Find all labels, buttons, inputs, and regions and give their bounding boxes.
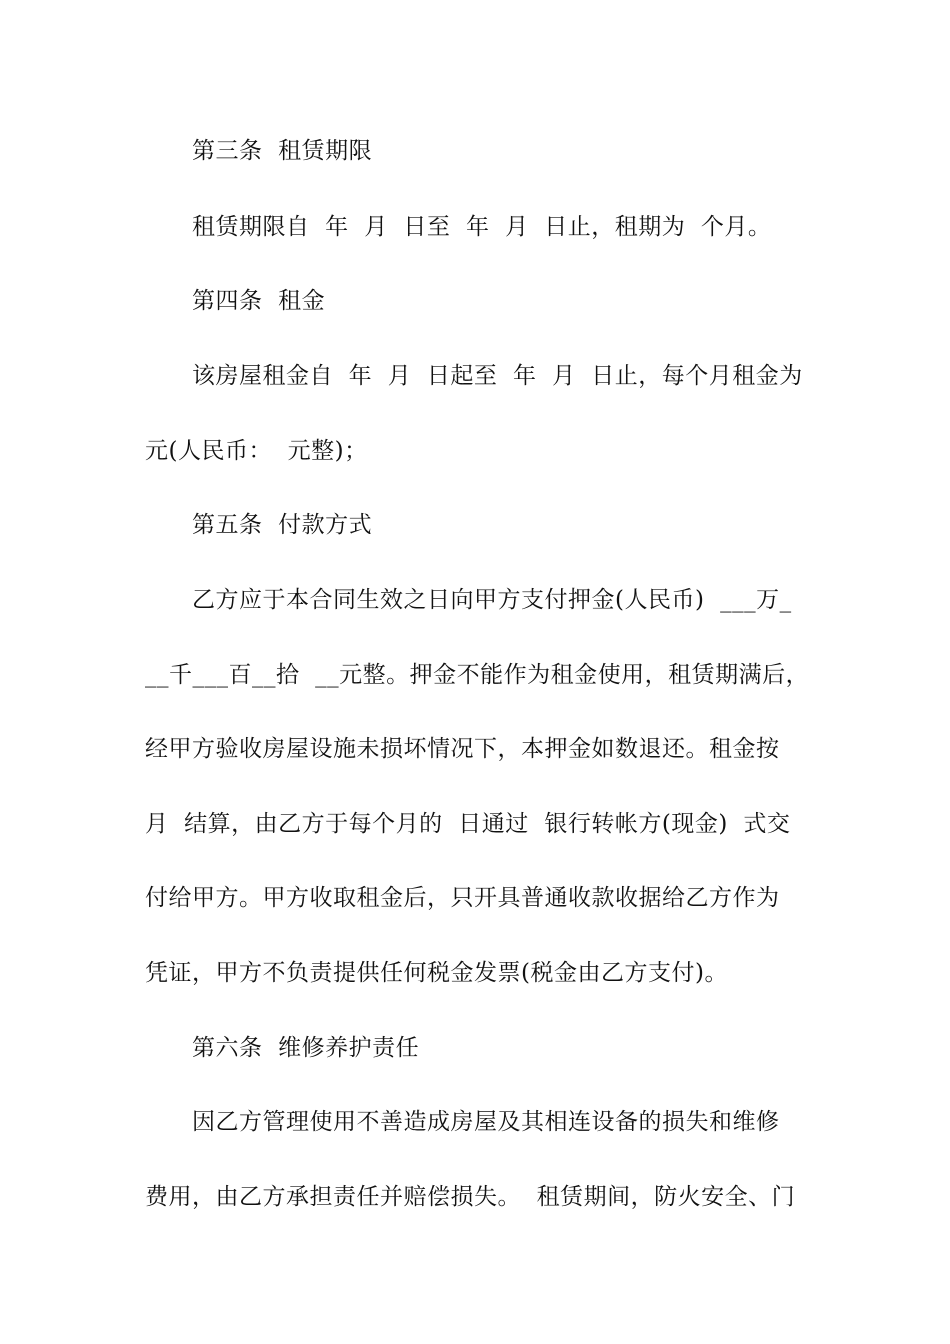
article-5-text-line-4: 月 结算，由乙方于每个月的 日通过 银行转帐方(现金) 式交: [145, 811, 791, 837]
article-5-text-line-1: 乙方应于本合同生效之日向甲方支付押金(人民币) ___万_: [192, 587, 792, 613]
article-4-text-line-2: 元(人民币： 元整)；: [145, 438, 368, 464]
article-5-text-line-2: __千___百__拾 __元整。押金不能作为租金使用，租赁期满后，: [145, 662, 810, 688]
article-5-text-line-5: 付给甲方。甲方收取租金后，只开具普通收款收据给乙方作为: [145, 885, 780, 911]
article-3-heading: 第三条 租赁期限: [192, 138, 373, 164]
article-4-heading: 第四条 租金: [192, 288, 326, 314]
article-6-text-line-1: 因乙方管理使用不善造成房屋及其相连设备的损失和维修: [192, 1109, 780, 1135]
article-4-text-line-1: 该房屋租金自 年 月 日起至 年 月 日止，每个月租金为: [192, 363, 803, 389]
article-5-heading: 第五条 付款方式: [192, 512, 373, 538]
article-5-text-line-3: 经甲方验收房屋设施未损坏情况下，本押金如数退还。租金按: [145, 736, 780, 762]
article-6-heading: 第六条 维修养护责任: [192, 1035, 420, 1061]
article-5-text-line-6: 凭证，甲方不负责提供任何税金发票(税金由乙方支付)。: [145, 960, 728, 986]
article-6-text-line-2: 费用，由乙方承担责任并赔偿损失。 租赁期间，防火安全、门: [145, 1184, 796, 1210]
article-3-text: 租赁期限自 年 月 日至 年 月 日止，租期为 个月。: [192, 214, 772, 240]
